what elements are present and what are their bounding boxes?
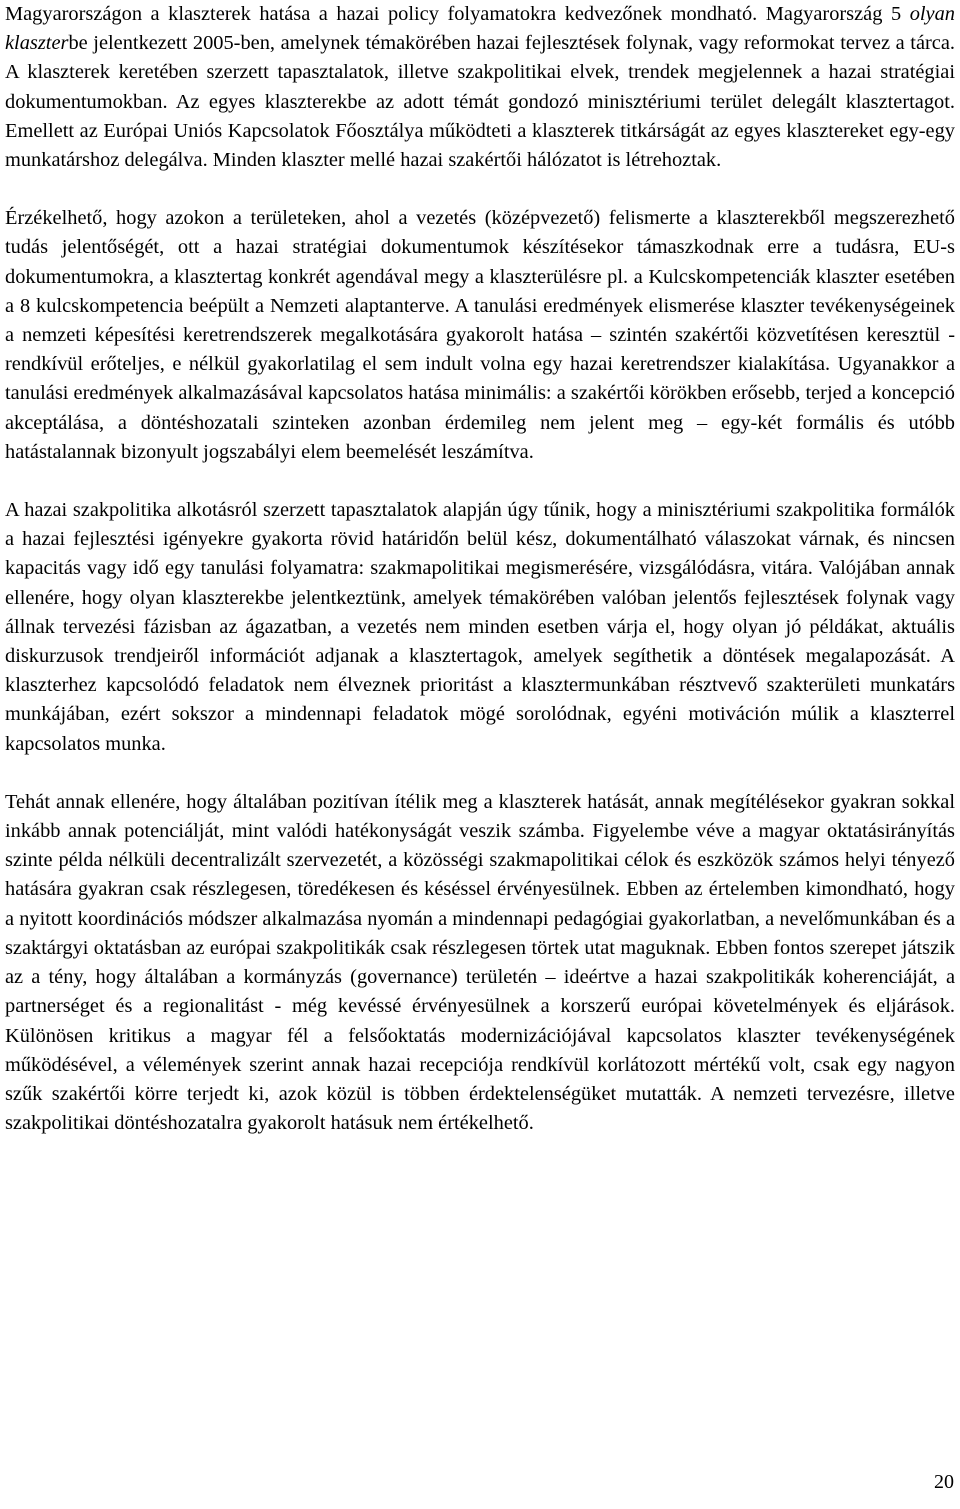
paragraph-1-text-a: Magyarországon a klaszterek hatása a hazai policy folyamatokra kedvezőnek mondható. Magyarország 5 [5,3,910,25]
paragraph-1-text-b: be jelentkezett 2005-ben, amelynek témakörében hazai fejlesztések folynak, vagy reformokat tervez a tárca. A klaszterek keretében szerzett tapasztalatok, illetve szakpolitikai elvek, trendek megjelennek a hazai stratégiai dokumentumokban. Az egyes klaszterekbe az adott témát gondozó minisztériumi terület delegált klasztertagot. Emellett az Európai Uniós Kapcsolatok Főosztálya működteti a klaszterek titkárságát az egyes klasztereket egy-egy munkatárshoz delegálva. Minden klaszter mellé hazai szakértői hálózatot is létrehoztak. [5,32,955,172]
paragraph-3: A hazai szakpolitika alkotásról szerzett tapasztalatok alapján úgy tűnik, hogy a minisztériumi szakpolitika formálók a hazai fejlesztési igényekre gyakorta rövid határidőn belül kész, dokumentálható válaszokat várnak, és nincsen kapacitás vagy idő egy tanulási folyamatra: szakmapolitikai megismerésére, vizsgálódásra, vitára. Valójában annak ellenére, hogy olyan klaszterekbe jelentkeztünk, amelyek témakörében valóban jelentős fejlesztések folynak vagy állnak tervezési fázisban az ágazatban, a vezetés nem minden esetben várja el, hogy olyan jó példákat, aktuális diskurzusok trendjeiről információt adjanak a klasztertagok, amelyek segíthetik a döntések megalapozását. A klaszterhez kapcsolódó feladatok nem élveznek prioritást a klasztermunkában résztvevő szakterületi munkatárs munkájában, ezért sokszor a mindennapi feladatok mögé sorolódnak, egyéni motiváción múlik a klaszterrel kapcsolatos munka. [5,499,955,755]
paragraph-1-italic-term: olyan klaszter [5,3,955,55]
page-number: 20 [934,1471,954,1493]
paragraph-2: Érzékelhető, hogy azokon a területeken, ahol a vezetés (középvezető) felismerte a klaszterekből megszerezhető tudás jelentőségét, ott a hazai stratégiai dokumentumok készítésekor támaszkodnak erre a tudásra, EU-s dokumentumokra, a klasztertag konkrét agendával megy a klaszterülésre pl. a Kulcskompetenciák klaszter esetében a 8 kulcskompetencia beépült a Nemzeti alaptanterve. A tanulási eredmények elismerése klaszter tevékenységeinek a nemzeti képesítési keretrendszerek megalkotására gyakorolt hatása – szintén szakértői közvetítésen keresztül - rendkívül erőteljes, e nélkül gyakorlatilag el sem indult volna egy hazai keretrendszer kialakítása. Ugyanakkor a tanulási eredmények alkalmazásával kapcsolatos hatása minimális: a szakértői körökben erősebb, terjed a koncepció akceptálása, a döntéshozatali szinteken azonban érdemileg nem jelent meg – egy-két formális és utóbb hatástalannak bizonyult jogszabályi elem beemelését leszámítva. [5,207,955,463]
paragraph-4: Tehát annak ellenére, hogy általában pozitívan ítélik meg a klaszterek hatását, annak megítélésekor gyakran sokkal inkább annak potenciálját, mint valódi hatékonyságát veszik számba. Figyelembe véve a magyar oktatásirányítás szinte példa nélküli decentralizált szervezetét, a közösségi szakmapolitikai célok és eszközök számos helyi tényező hatására gyakran csak részlegesen, töredékesen és késéssel érvényesülnek. Ebben az értelemben kimondható, hogy a nyitott koordinációs módszer alkalmazása nyomán a mindennapi pedagógiai gyakorlatban, a nevelőmunkában és a szaktárgyi oktatásban az európai szakpolitikák csak részlegesen törtek utat maguknak. Ebben fontos szerepet játszik az a tény, hogy általában a kormányzás (governance) területén – ideértve a hazai szakpolitikák koherenciáját, a partnerséget és a regionalitást - még kevéssé érvényesülnek a korszerű európai követelmények és eljárások. Különösen kritikus a magyar fél a felsőoktatás modernizációjával kapcsolatos klaszter tevékenységének működésével, a vélemények szerint annak hazai recepciója rendkívül korlátozott mértékű volt, csak egy nagyon szűk szakértői körre terjedt ki, azok közül is többen érdektelenségüket mutatták. A nemzeti tervezésre, illetve szakpolitikai döntéshozatalra gyakorolt hatásuk nem értékelhető. [5,790,955,1135]
document-page [5,0,955,1167]
paragraph-1 [5,0,955,175]
